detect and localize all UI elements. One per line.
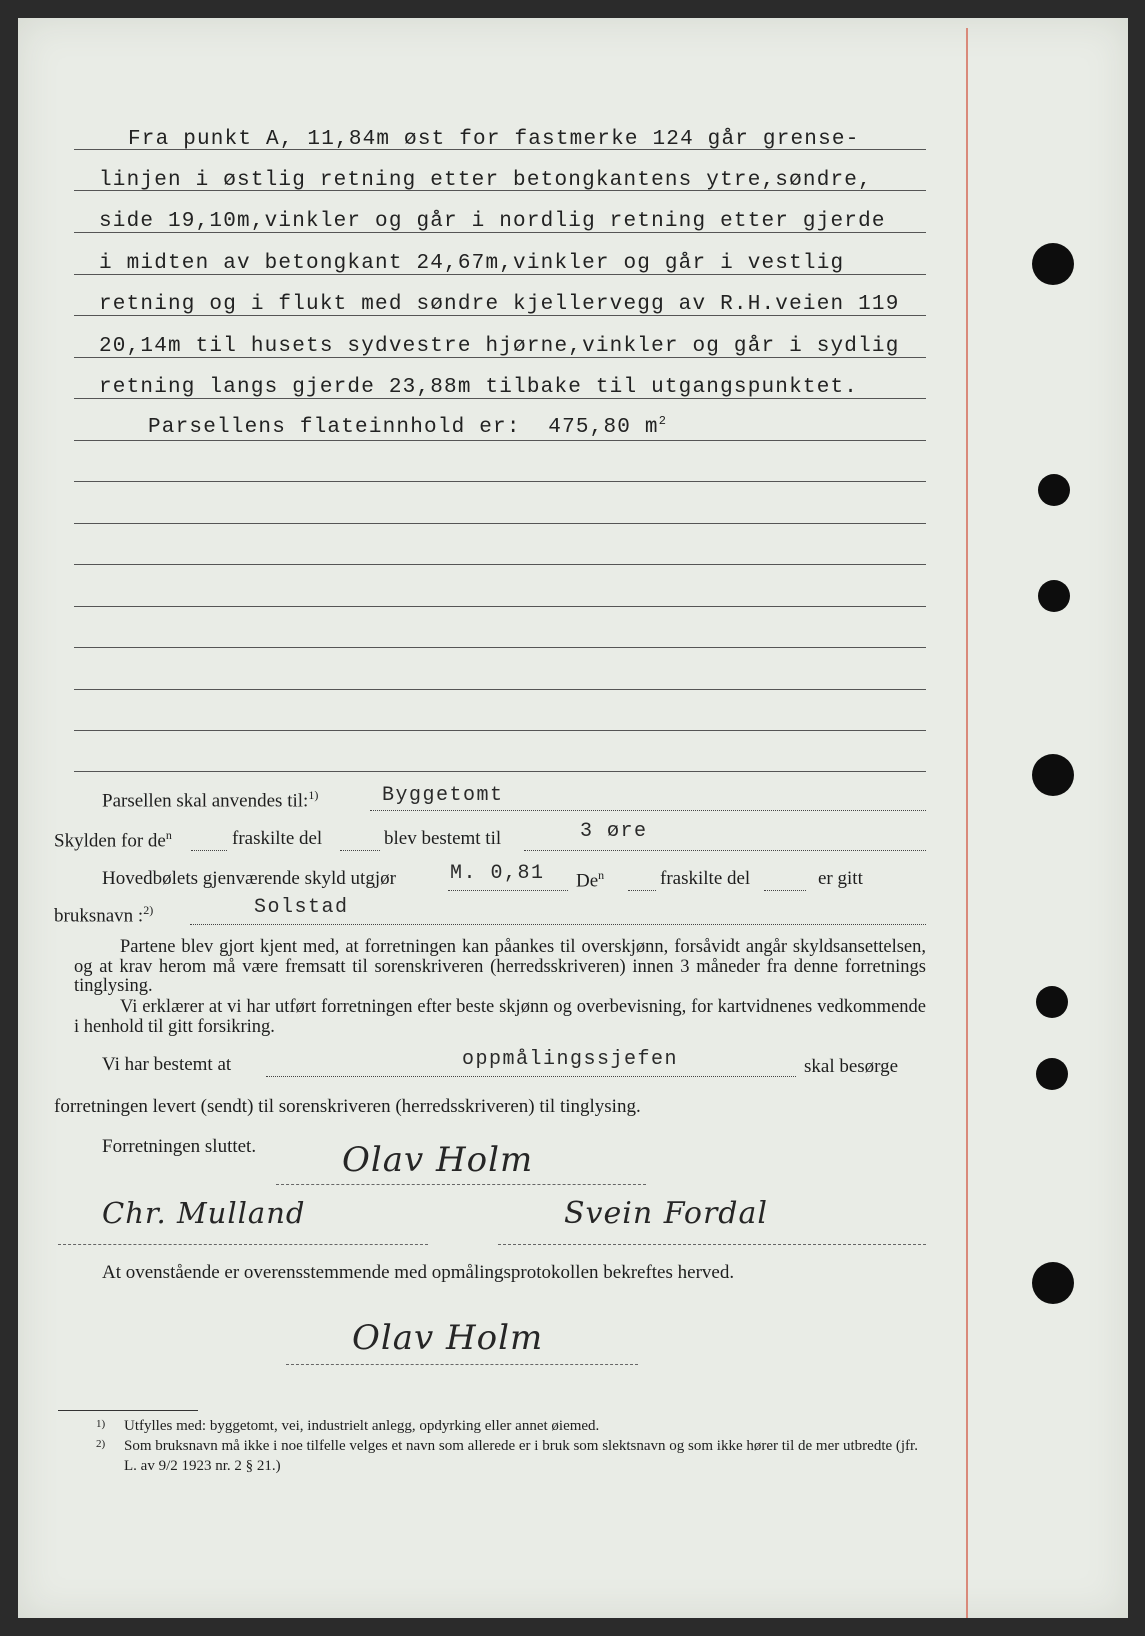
footnote-1: Utfylles med: byggetomt, vei, industrielt anlegg, opdyrking eller annet øiemed.: [124, 1418, 600, 1434]
delivery-field-line: [266, 1076, 796, 1077]
area-line: [148, 414, 1145, 439]
hoved-label: Hovedbølets gjenværende skyld utgjør: [102, 868, 396, 889]
area-unit-superscript: 2: [658, 414, 668, 428]
de-field-dots: [764, 890, 806, 891]
description-line: retning langs gjerde 23,88m tilbake til utgangspunktet.: [99, 376, 859, 399]
signature-line: [498, 1244, 926, 1245]
punch-hole: [1036, 1058, 1068, 1090]
de-fraskilte: fraskilte del: [660, 868, 751, 889]
delivery-value: oppmålingssjefen: [462, 1048, 679, 1071]
skyld-value: 3 øre: [580, 820, 648, 843]
skyld-label: Skylden for $de^n$: [54, 828, 172, 852]
ruled-line: [74, 647, 926, 648]
de-label: De$^n$: [576, 868, 605, 892]
skyld-field-dots: [191, 850, 227, 851]
appeal-paragraph: Partene blev gjort kjent med, at forretningen kan påankes til overskjønn, forsåvidt angår skyldsansettelsen, og at krav herom må være fremsatt til sorenskriveren (herredsskriveren) innen 3 måneder fra denne forretnings tinglysing.: [74, 937, 926, 996]
ruled-line: [74, 564, 926, 565]
area-value: 475,80 m: [548, 416, 659, 439]
footnote-mark: 1): [96, 1418, 106, 1430]
ruled-line: [74, 481, 926, 482]
punch-hole: [1036, 986, 1068, 1018]
skyld-suffix: blev bestemt til: [384, 828, 502, 849]
delivery-line2: forretningen levert (sendt) til sorenskriveren (herredsskriveren) til tinglysing.: [54, 1096, 641, 1117]
signature-left: Chr. Mulland: [102, 1196, 306, 1230]
description-line: retning og i flukt med søndre kjellervegg av R.H.veien 119: [99, 293, 900, 316]
ruled-line: [74, 771, 926, 772]
use-label: Parsellen skal anvendes til:$^{1)}$: [102, 788, 319, 812]
punch-hole: [1038, 580, 1070, 612]
bruksnavn-field-line: [190, 924, 926, 925]
ruled-line: [74, 689, 926, 690]
punch-hole: [1038, 474, 1070, 506]
ruled-line: [74, 523, 926, 524]
area-label: Parsellens flateinnhold er:: [148, 416, 521, 439]
signature-line: [58, 1244, 428, 1245]
ruled-line: [74, 730, 926, 731]
description-line: side 19,10m,vinkler og går i nordlig retning etter gjerde: [99, 210, 886, 233]
punch-hole: [1032, 1262, 1074, 1304]
closing-text: Forretningen sluttet.: [102, 1136, 257, 1157]
description-line: 20,14m til husets sydvestre hjørne,vinkler og går i sydlig: [99, 335, 900, 358]
document-page: [18, 18, 1128, 1618]
ruled-line: [74, 440, 926, 441]
signature-main: Olav Holm: [342, 1140, 534, 1180]
use-field-line: [370, 810, 926, 811]
description-line: linjen i østlig retning etter betongkantens ytre,søndre,: [99, 169, 872, 192]
footnote-divider: [58, 1410, 198, 1411]
hoved-field-line: [448, 890, 568, 891]
confirmation-text: At ovenstående er overensstemmende med opmålingsprotokollen bekreftes herved.: [102, 1262, 735, 1283]
description-line: Fra punkt A, 11,84m øst for fastmerke 124 går grense-: [128, 128, 860, 151]
footnote-2: Som bruksnavn må ikke i noe tilfelle velges et navn som allerede er i bruk som slektsnavn og som ikke hører til de mer utbredte (jfr. L. av 9/2 1923 nr. 2 § 21.): [124, 1438, 918, 1474]
footnote-mark: 2): [96, 1438, 106, 1450]
signature-line: [276, 1184, 646, 1185]
bruksnavn-value: Solstad: [254, 896, 349, 919]
hoved-value: M. 0,81: [450, 862, 545, 885]
bruksnavn-label: bruksnavn :$^{2)}$: [54, 903, 154, 927]
ruled-line: [74, 606, 926, 607]
declaration-paragraph: Vi erklærer at vi har utført forretningen efter beste skjønn og overbevisning, for kartvidnenes vedkommende i henhold til gitt forsikring.: [74, 997, 926, 1037]
signature-confirm: Olav Holm: [352, 1318, 544, 1358]
delivery-suffix: skal besørge: [804, 1056, 899, 1077]
description-line: i midten av betongkant 24,67m,vinkler og går i vestlig: [99, 252, 845, 275]
er-gitt: er gitt: [818, 868, 863, 889]
signature-line: [286, 1364, 638, 1365]
skyld-middle: fraskilte del: [232, 828, 323, 849]
punch-hole: [1032, 754, 1074, 796]
skyld-field-dots: [340, 850, 380, 851]
signature-right: Svein Fordal: [564, 1196, 768, 1231]
de-field-dots: [628, 890, 656, 891]
delivery-prefix: Vi har bestemt at: [102, 1054, 232, 1075]
use-value: Byggetomt: [382, 784, 504, 807]
skyld-field-line: [524, 850, 926, 851]
